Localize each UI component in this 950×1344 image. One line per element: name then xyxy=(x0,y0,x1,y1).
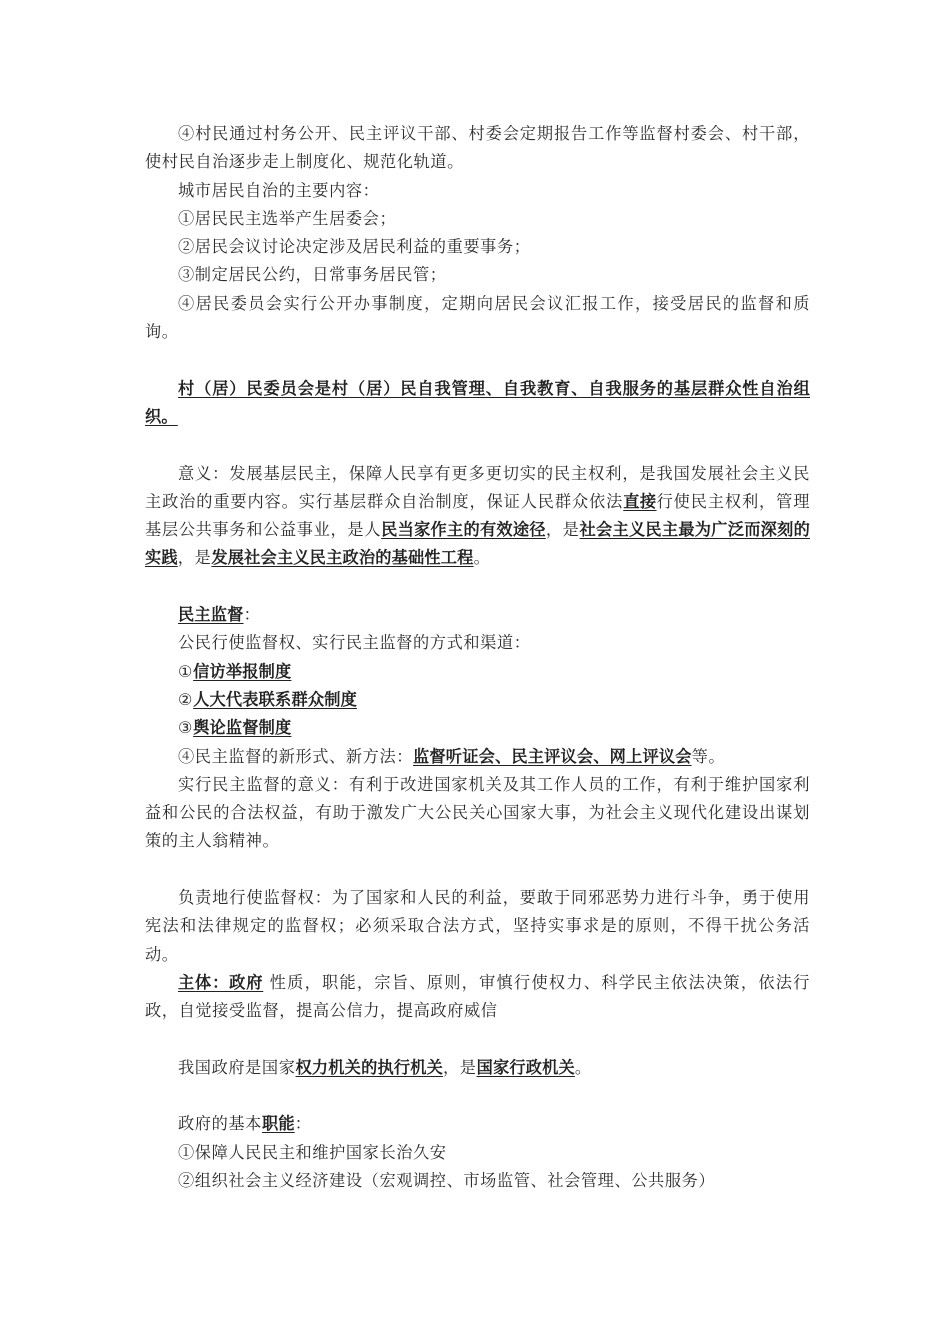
village-item-4: ④村民通过村务公开、民主评议干部、村委会定期报告工作等监督村委会、村干部，使村民自治逐步走上制度化、规范化轨道。 xyxy=(145,124,810,172)
func-text-2: ： xyxy=(294,1114,312,1134)
significance-text-5: 。 xyxy=(473,548,491,568)
supervision-title xyxy=(145,601,810,629)
way4-bold: 监督听证会、民主评议会、网上评议会 xyxy=(413,746,692,766)
significance-bold-2: 民当家作主的有效途径 xyxy=(381,520,546,540)
way-label: 信访举报制度 xyxy=(193,661,292,681)
nature-text-3: 。 xyxy=(574,1057,592,1077)
supervision-way-2 xyxy=(145,686,810,714)
city-item-2: ②居民会议讨论决定涉及居民利益的重要事务； xyxy=(178,237,531,257)
city-item-1: ①居民民主选举产生居委会； xyxy=(178,208,397,228)
way-label: 人大代表联系群众制度 xyxy=(193,689,357,709)
nature-bold-2: 国家行政机关 xyxy=(476,1057,575,1077)
nature-bold-1: 权力机关的执行机关 xyxy=(295,1057,444,1077)
government-nature xyxy=(145,1054,810,1082)
city-item-3: ③制定居民公约，日常事务居民管； xyxy=(178,265,447,285)
government-function-1: ①保障人民民主和维护国家长治久安 xyxy=(178,1142,447,1162)
government-subject-text: 性质，职能，宗旨、原则，审慎行使权力、科学民主依法决策，依法行政，自觉接受监督，提高公信力，提高政府威信 xyxy=(145,972,811,1021)
nature-text-2: ，是 xyxy=(443,1057,477,1077)
government-subject xyxy=(145,969,810,1026)
significance-text-1: 意义：发展基层民主，保障人民享有更多更切实的民主权利，是我国发展社会主义民主政治的重要内容。实行基层群众自治制度，保证人民群众依法 xyxy=(145,463,810,511)
supervision-way-4 xyxy=(145,743,810,771)
supervision-way-3 xyxy=(145,714,810,742)
supervision-title-suffix: ： xyxy=(243,605,261,625)
significance-text-2: 行使民主权利，管理基层公共事务和公益事业，是人 xyxy=(145,491,810,540)
func-bold-1: 职能 xyxy=(261,1114,295,1134)
way4-suffix: 等。 xyxy=(691,746,726,766)
way4-prefix: ④民主监督的新形式、新方法： xyxy=(178,746,414,766)
city-item-4: ④居民委员会实行公开办事制度，定期向居民会议汇报工作，接受居民的监督和质询。 xyxy=(145,293,810,342)
committee-definition xyxy=(145,375,810,432)
supervision-title-text: 民主监督 xyxy=(178,605,244,625)
way-label: 舆论监督制度 xyxy=(193,718,292,738)
supervision-responsible: 负责地行使监督权：为了国家和人民的利益，要敢于同邪恶势力进行斗争，勇于使用宪法和法律规定的监督权；必须采取合法方式，坚持实事求是的原则，不得干扰公务活动。 xyxy=(145,888,810,964)
significance-bold-1: 直接 xyxy=(623,491,657,511)
significance-text-3: ，是 xyxy=(545,520,580,540)
way-number: ① xyxy=(178,661,194,681)
way-number: ② xyxy=(178,689,194,709)
government-subject-bold: 主体：政府 xyxy=(178,972,264,992)
government-function-2: ②组织社会主义经济建设（宏观调控、市场监管、社会管理、公共服务） xyxy=(178,1170,716,1190)
func-text-1: 政府的基本 xyxy=(178,1114,262,1134)
significance-bold-3: 社会主义民主最为广泛而深刻的实践 xyxy=(145,520,810,568)
government-functions-heading xyxy=(145,1110,810,1138)
supervision-way-1 xyxy=(145,658,810,686)
nature-text-1: 我国政府是国家 xyxy=(178,1057,296,1077)
city-heading: 城市居民自治的主要内容： xyxy=(178,180,380,200)
significance-text-4: ，是 xyxy=(177,548,212,568)
significance-paragraph xyxy=(145,460,810,573)
committee-definition-text: 村（居）民委员会是村（居）民自我管理、自我教育、自我服务的基层群众性自治组织。 xyxy=(145,378,810,426)
way-number: ③ xyxy=(178,718,194,738)
document-page xyxy=(145,120,810,1195)
supervision-meaning: 实行民主监督的意义：有利于改进国家机关及其工作人员的工作，有利于维护国家利益和公民的合法权益，有助于激发广大公民关心国家大事，为社会主义现代化建设出谋划策的主人翁精神。 xyxy=(145,774,810,851)
supervision-ways-heading: 公民行使监督权、实行民主监督的方式和渠道： xyxy=(178,633,531,653)
significance-bold-4: 发展社会主义民主政治的基础性工程 xyxy=(211,548,474,568)
